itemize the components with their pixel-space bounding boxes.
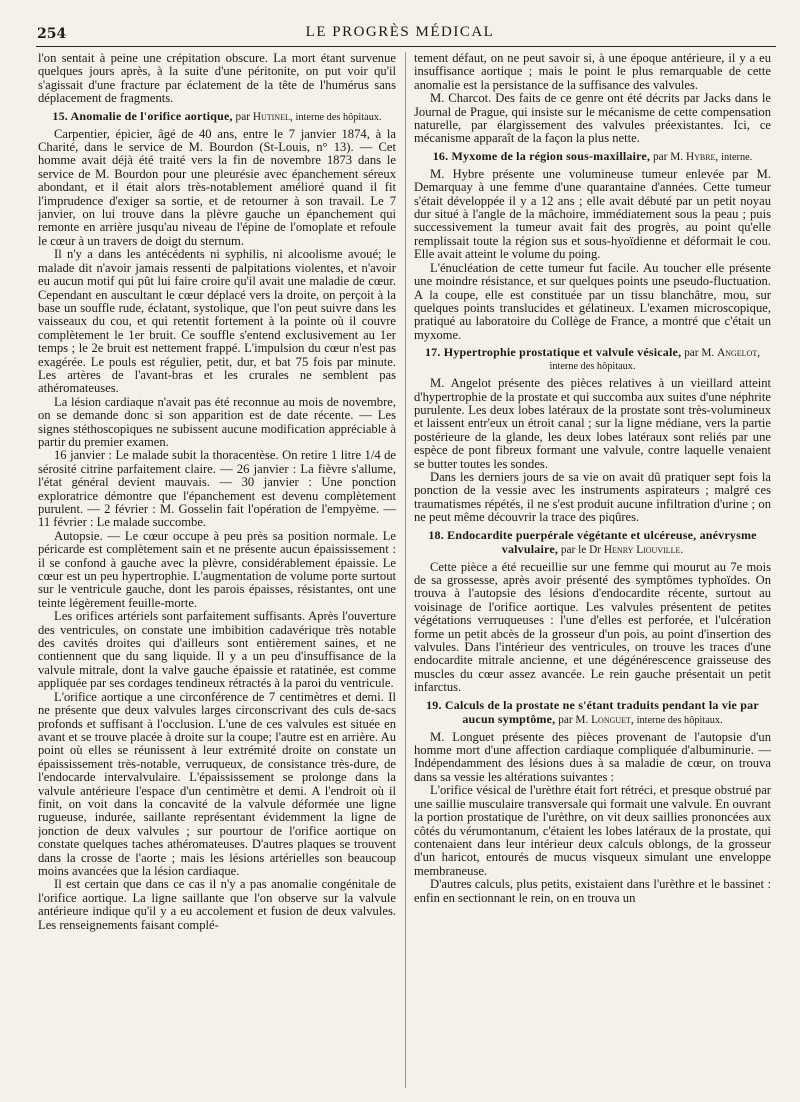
article-title: 17. Hypertrophie prostatique et valvule vésicale, — [424, 345, 682, 360]
left-column — [38, 52, 396, 1088]
paragraph: Cette pièce a été recueillie sur une femme qui mourut au 7e mois de sa grossesse, après avoir présenté des symptômes typhoïdes. On trouva à l'autopsie des lésions d'endocardite récente, surtout au voisinage de l'orifice aortique. Les valvules présentent de petites végétations verruqueuses : l'une d'elles est perforée, et l'ulcération forme un petit abcès de la grosseur d'un pois, au point d'insertion des valvules. Dans l'intérieur des ventricules, on trouve les traces d'une endocardite mitrale ancienne, et une dégénérescence graisseuse des muscles du cœur assez avancée. Le rein gauche présentait un petit infarctus. — [414, 559, 771, 695]
paragraph: La lésion cardiaque n'avait pas été reconnue au mois de novembre, on se demande donc si son apparition est de date récente. — Les signes stéthoscopiques ne subissent aucune modification appréciable à partir du premier examen. — [38, 394, 396, 449]
paragraph: L'énucléation de cette tumeur fut facile. Au toucher elle présente une moindre résistance, et sur quelques points une pseudo-fluctuation. A la coupe, elle est constituée par un tissu blanchâtre, mou, sur quelques points translucides et gélatineux. L'examen microscopique, pratiqué au laboratoire du Collège de France, a montré que c'était un myxome. — [414, 260, 771, 342]
article-author: Hybre, — [685, 150, 719, 163]
paragraph: Dans les derniers jours de sa vie on avait dû pratiquer sept fois la ponction de la vessie avec les instruments aspirateurs ; malgré ces traumatismes répétés, il ne s'est produit aucune infiltration d'urine ; on ne peut même découvrir la trace des piqûres. — [414, 469, 771, 525]
article-author: Angelot, — [717, 347, 761, 360]
article-author: Longuet, — [591, 713, 634, 726]
article-heading-17 — [414, 346, 771, 373]
article-affiliation: interne des hôpitaux. — [295, 111, 382, 123]
paragraph: 16 janvier : Le malade subit la thoracentèse. On retire 1 litre 1/4 de sérosité citrine parfaitement claire. — 26 janvier : La fièvre s'allume, l'état général devient mauvais. — 30 janvier : Une ponction exploratrice démontre que l'épanchement est devenu complètement purulent. — 2 février : M. Gosselin fait l'opération de l'empyème. — 11 février : Le malade succombe. — [38, 448, 396, 530]
article-title: 18. Endocardite puerpérale végétante et ulcéreuse, anévrysme valvulaire, — [428, 527, 757, 556]
article-by: par — [235, 110, 250, 123]
article-by: par M. — [558, 713, 589, 726]
article-title: 19. Calculs de la prostate ne s'étant traduits pendant la vie par aucun symptôme, — [426, 697, 759, 726]
paragraph: D'autres calculs, plus petits, existaient dans l'urèthre et le bassinet : enfin en sectionnant le rein, on en trouva un — [414, 877, 771, 905]
paragraph: M. Hybre présente une volumineuse tumeur enlevée par M. Demarquay à une femme d'une quarantaine d'années. Cette tumeur s'était développée il y a 12 ans ; elle avait débuté par un petit noyau dur situé à l'angle de la mâchoire, immédiatement sous la peau ; puis successivement la tumeur avait fait des progrès, au point qu'elle remplissait toute la région sus et sous-hyoïdienne et déformait le cou. Elle avait atteint le volume du poing. — [414, 166, 771, 262]
article-by: par M. — [652, 150, 684, 163]
article-heading-15 — [38, 110, 396, 124]
article-title: 15. Anomalie de l'orifice aortique, — [52, 108, 233, 123]
column-divider — [405, 52, 406, 1088]
paragraph: Les orifices artériels sont parfaitement suffisants. Après l'ouverture des ventricules, on constate une imbibition cadavérique très notable des cavités droites qui d'ailleurs sont entièrement saines, et ne contiennent que du sang liquide. Il y a un peu d'insuffisance de la valvule mitrale, dont la valve gauche épaissie et ratatinée, est comme appliquée par ses cordages tendineux rétractés à la paroi du ventricule. — [38, 609, 396, 691]
paragraph: Carpentier, épicier, âgé de 40 ans, entre le 7 janvier 1874, à la Charité, dans le service de M. Bourdon (St-Louis, n° 13). — Cet homme avait déjà été traité vers la fin de novembre 1873 dans le service de M. Bourdon pour une pleurésie avec épanchement séreux abondant, et il était alors très-notablement amélioré quand il fit l'imprudence d'exiger sa sortie, et de retourner à son travail. Le 7 janvier, on lui trouve dans la plèvre gauche un épanchement qui remonte en arrière jusqu'au niveau de l'épine de l'omoplate et refoule le cœur à un travers de doigt du sternum. — [38, 126, 396, 248]
article-heading-16 — [414, 150, 771, 164]
paragraph: l'on sentait à peine une crépitation obscure. La mort étant survenue quelques jours après, à la suite d'une péritonite, on put voir qu'il s'agissait d'une fracture par éclatement de la tête de l'humérus sans déplacement de fragments. — [38, 52, 396, 106]
article-affiliation: interne des hôpitaux. — [636, 714, 723, 726]
article-author: Hutinel, — [252, 110, 293, 123]
article-author: Henry Liouville. — [603, 543, 684, 556]
paragraph: Il est certain que dans ce cas il n'y a pas anomalie congénitale de l'orifice aortique. La ligne saillante que l'on observe sur la valvule antérieure indique qu'il y a eu accolement et fusion de deux valvules. Les renseignements faisant complé- — [38, 877, 396, 932]
paragraph: M. Longuet présente des pièces provenant de l'autopsie d'un homme mort d'une affection cardiaque compliquée d'albuminurie. — Indépendamment des lésions dues à sa maladie de cœur, on trouva dans sa vessie les altérations suivantes : — [414, 729, 771, 784]
paragraph: L'orifice vésical de l'urèthre était fort rétréci, et presque obstrué par une saillie musculaire transversale qui formait une valvule. En ouvrant la portion prostatique de l'urèthre, on vit deux saillies prononcées aux côtés du vérumontanum, c'étaient les lobes latéraux de la prostate, qui contenaient dans leur intérieur deux calculs oblongs, de la grosseur d'un haricot, entourés de mucus visqueux simulant une enveloppe membraneuse. — [414, 783, 771, 878]
article-by: par M. — [684, 347, 715, 360]
header-rule — [36, 46, 776, 47]
article-title: 16. Myxome de la région sous-maxillaire, — [432, 148, 651, 163]
article-by: par le Dr — [560, 543, 602, 556]
article-heading-18 — [414, 529, 771, 557]
paragraph: Autopsie. — Le cœur occupe à peu près sa position normale. Le péricarde est complètement sain et ne présente aucun épaississement : il se confond à gauche avec la plèvre, considérablement épaissie. Le cœur est un peu hypertrophie. L'augmentation de volume porte surtout sur le ventricule gauche, dont les parois épaisses, résistantes, ont une teinte légèrement feuille-morte. — [38, 528, 396, 610]
paragraph: Il n'y a dans les antécédents ni syphilis, ni alcoolisme avoué; le malade dit n'avoir jamais ressenti de palpitations violentes, et n'avoir eu aucun motif qui pût lui faire croire qu'il avait une maladie de cœur. Cependant en auscultant le cœur déplacé vers la droite, on perçoit à la base un souffle rude, éclatant, systolique, que l'on peut suivre dans les vaisseaux du cou, et qui retentit fortement à la pointe où il couvre complètement le 1er bruit. Ce souffle s'entend exclusivement au 1er temps ; le 2e bruit est nettement frappé. L'impulsion du cœur n'est pas exagérée. Le pouls est régulier, petit, dur, et bat 75 fois par minute. Les artères de l'avant-bras et les crurales ne semblent pas athéromateuses. — [38, 247, 396, 396]
paragraph: M. Charcot. Des faits de ce genre ont été décrits par Jacks dans le Journal de Prague, qui insiste sur le mécanisme de cette compensation naturelle, par élargissement des valvules préexistantes. Ici, ce mécanisme apparaît de la façon la plus nette. — [414, 91, 771, 146]
right-column — [414, 52, 771, 1088]
paragraph: M. Angelot présente des pièces relatives à un vieillard atteint d'hypertrophie de la prostate et qui succomba aux suites d'une néphrite purulente. Les deux lobes latéraux de la prostate sont très-volumineux et laissent entr'eux un étroit canal ; sur la ligne médiane, vers la partie postérieure de la glande, les deux lobes latéraux sont reliés par une espèce de pont fibreux formant une valvule, contre laquelle venaient se butter toutes les sondes. — [414, 376, 771, 471]
page-number: 254 — [37, 26, 67, 42]
paragraph: L'orifice aortique a une circonférence de 7 centimètres et demi. Il ne présente que deux valvules larges circonscrivant des culs de-sacs profonds et suffisant à l'occlusion. L'une de ces valvules est située en avant et se trouve placée à droite sur la coupe; l'autre est en arrière. Au point où elles se réunissent à leur extrémité droite on constate un épaississement très-notable, verruqueux, de consistance très-dure, de l'endocarde intervalvulaire. L'épaississement se prolonge dans la valvule antérieure l'espace d'un centimètre et demi. A l'endroit où il finit, on voit dans la concavité de la valvule déformée une ligne rugueuse, indurée, saillante représentant évidemment la ligne de jonction de deux valvules ; sur pourtour de l'orifice aortique on constate quelques taches athéromateuses. D'autres plaques se trouvent dans la crosse de l'aorte ; mais les lésions artérielles son beaucoup moins avancées que la lésion cardiaque. — [38, 689, 396, 878]
article-affiliation: interne des hôpitaux. — [549, 361, 636, 373]
article-affiliation: interne. — [721, 151, 753, 163]
running-head: LE PROGRÈS MÉDICAL — [305, 24, 495, 40]
article-heading-19 — [414, 699, 771, 727]
paragraph: tement défaut, on ne peut savoir si, à une époque antérieure, il y a eu insuffisance aortique ; mais le point le plus remarquable de cette anomalie est la persistance de la suffisance des valvules. — [414, 52, 771, 92]
